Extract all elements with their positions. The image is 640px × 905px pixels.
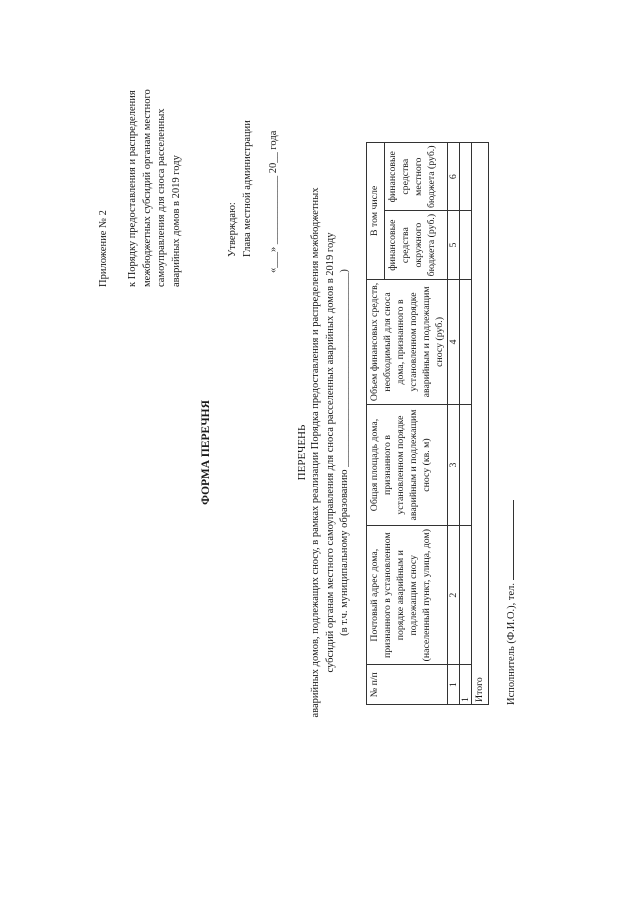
approval-label: Утверждаю: [227,202,238,257]
column-number: 2 [448,525,460,664]
appendix-line: аварийных домов в 2019 году [170,155,182,287]
appendix-text [126,57,184,287]
appendix-line: самоуправления для сноса расселенных [156,108,167,287]
header-num: № п/п [367,665,448,705]
appendix-title: Приложение № 2 [98,210,109,287]
appendix-line: межбюджетных субсидий органам местного [141,89,153,287]
executor-label: Исполнитель (Ф.И.О.), тел. [506,582,517,705]
approval-position: Глава местной администрации [242,120,253,257]
header-area: Общая площадь дома, признанного в установленном порядке аварийным и подлежащим сносу (кв. м) [367,405,448,526]
executor-line [506,500,517,705]
list-subtitle-line: (в т.ч. муниципальному образованию _____________________________________) [339,269,350,636]
column-number: 5 [448,211,460,279]
row-funds [460,279,472,404]
row-district [460,211,472,279]
column-number: 3 [448,405,460,526]
houses-table [366,142,489,705]
header-local-budget: финансовые средства местного бюджета (руб.) [385,143,448,211]
table-row [460,143,472,705]
total-label: Итого [472,143,489,705]
column-number: 1 [448,665,460,705]
header-funds: Объем финансовых средств, необходимый для сноса дома, признанного в установленном порядке аварийным и подлежащим сносу (руб.) [367,279,448,404]
header-district-budget: финансовые средства окружного бюджета (руб.) [385,211,448,279]
executor-blank [513,500,514,580]
list-subtitle-line: аварийных домов, подлежащих сносу, в рамках реализации Порядка предоставления и распределения межбюджетных [310,187,321,718]
approval-block [225,120,255,257]
list-subtitle-line: субсидий органам местного самоуправления для сноса расселенных аварийных домов в 2019 году [324,232,336,673]
approval-date-line: «___» _____________ 20__ года [268,130,279,273]
header-including: В том числе [367,143,385,280]
header-address: Почтовый адрес дома, признанного в установленном порядке аварийным и подлежащим сносу (населенный пункт, улица, дом) [367,525,448,664]
column-number-row [448,143,460,705]
form-title: ФОРМА ПЕРЕЧНЯ [200,400,212,505]
row-num: 1 [460,665,472,705]
appendix-line: к Порядку предоставления и распределения [127,90,138,287]
table-total-row [472,143,489,705]
row-local [460,143,472,211]
column-number: 4 [448,279,460,404]
column-number: 6 [448,143,460,211]
row-area [460,405,472,526]
list-title: ПЕРЕЧЕНЬ [296,424,308,481]
row-address [460,525,472,664]
list-subtitle [309,0,353,905]
table-header-row [367,143,385,705]
